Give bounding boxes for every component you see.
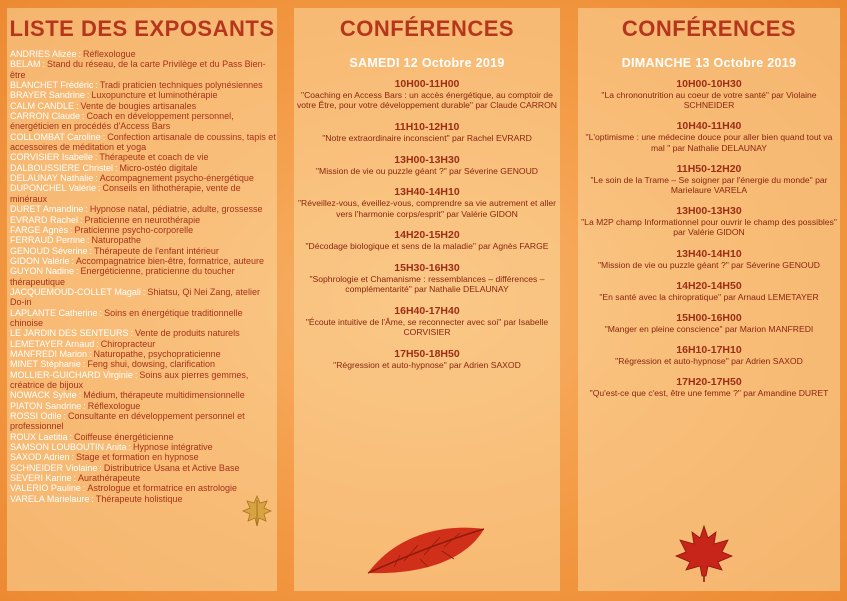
conference-title: "Coaching en Access Bars : un accès énergétique, au comptoir de votre Être, pour votre développement durable" par Claude CARRON — [296, 90, 558, 111]
exhibitor-activity: Soins aux pierres gemmes, créatrice de bijoux — [10, 369, 249, 390]
exhibitor-name: DALBOUSSIERE Christel — [10, 162, 114, 173]
exhibitor-row — [10, 152, 276, 162]
separator: : — [134, 369, 138, 380]
conference-title: "En santé avec la chiropratique" par Arnaud LEMETAYER — [599, 291, 819, 302]
exhibitor-name: BLANCHET Frédéric — [10, 80, 94, 91]
exhibitor-activity: Stand du réseau, de la carte Privilège et du Pass Bien-être — [10, 59, 266, 80]
separator: : — [82, 483, 86, 494]
exhibitor-activity: Médium, thérapeute multidimensionnelle — [83, 390, 245, 401]
separator: : — [130, 328, 134, 339]
exhibitor-name: MOLLIER-GUICHARD Virginie — [10, 369, 133, 380]
exhibitor-activity: Réflexologue — [87, 400, 141, 411]
exhibitor-activity: Réflexologue — [83, 49, 136, 59]
conference-time: 10H00-10H30 — [676, 78, 742, 90]
saturday-talks — [294, 78, 560, 370]
separator: : — [128, 442, 132, 453]
exhibitor-activity: Feng shui, dowsing, clarification — [87, 359, 215, 370]
conference-title: "Régression et auto-hypnose" par Adrien SAXOD — [615, 356, 803, 367]
exhibitor-name: CARRON Claude — [10, 111, 81, 122]
exhibitor-row — [10, 308, 276, 329]
exhibitor-row — [10, 473, 276, 483]
exhibitor-row — [10, 483, 276, 493]
conference-time: 14H20-14H50 — [676, 279, 742, 292]
exhibitor-activity: Conseils en lithothérapie, vente de minéraux — [10, 183, 241, 204]
exhibitor-row — [10, 59, 276, 80]
exhibitor-name: NOWACK Sylvie — [10, 390, 77, 401]
conference-item — [578, 205, 840, 237]
exhibitor-name: SCHNEIDER Violaine — [10, 462, 98, 473]
exhibitor-activity: Coiffeuse énergéticienne — [74, 431, 174, 442]
exhibitor-row — [10, 287, 276, 308]
conference-title: "La M2P champ Informationnel pour ouvrir le champ des possibles" par Valérie GIDON — [581, 217, 837, 238]
conference-time: 15H00-16H00 — [676, 312, 742, 325]
exhibitor-activity: Hypnose natal, pédiatrie, adulte, grossesse — [89, 204, 263, 215]
exhibitor-activity: Naturopathe — [91, 235, 142, 246]
exhibitor-name: MANFREDI Marion — [10, 348, 88, 359]
exhibitor-activity: Soins en énergétique traditionnelle chinoise — [10, 307, 243, 328]
exhibitor-name: MINET Stéphanie — [10, 359, 81, 370]
exhibitor-row — [10, 215, 276, 225]
exhibitor-name: GIDON Valérie — [10, 255, 70, 266]
conference-item — [294, 305, 560, 337]
conference-time: 16H40-17H40 — [394, 304, 460, 317]
separator: : — [95, 173, 98, 184]
exhibitor-row — [10, 442, 276, 452]
exhibitor-activity: Confection artisanale de coussins, tapis et accessoires de méditation et yoga — [10, 131, 276, 153]
separator: : — [76, 266, 79, 277]
conference-item — [294, 348, 560, 370]
sunday-talks — [578, 78, 840, 399]
separator: : — [85, 204, 88, 215]
exhibitors-list — [10, 49, 276, 504]
exhibitor-name: EVRARD Rachel — [10, 214, 79, 225]
exhibitor-activity: Shiatsu, Qi Nei Zang, atelier Do-in — [10, 286, 260, 308]
exhibitor-row — [10, 359, 276, 369]
exhibitor-name: LAPLANTE Catherine — [10, 307, 98, 318]
exhibitor-row — [10, 173, 276, 183]
separator: : — [102, 131, 106, 142]
separator: : — [142, 286, 146, 297]
exhibitor-row — [10, 452, 276, 462]
exhibitor-row — [10, 390, 276, 400]
conference-time: 15H30-16H30 — [394, 261, 460, 274]
separator: : — [96, 338, 99, 349]
conference-item — [578, 376, 840, 398]
exhibitor-name: CORVISIER Isabelle — [10, 152, 93, 163]
exhibitor-name: ROSSI Odile — [10, 411, 62, 422]
conference-item — [578, 280, 840, 302]
separator: : — [69, 431, 73, 442]
conference-item — [294, 186, 560, 218]
exhibitor-name: BELAM — [10, 59, 41, 70]
exhibitor-name: SAMSON LOUBOUTIN Anita — [10, 442, 127, 453]
exhibitor-row — [10, 225, 276, 235]
exhibitor-row — [10, 266, 276, 287]
separator: : — [73, 473, 77, 484]
exhibitor-activity: Chiropracteur — [100, 338, 156, 349]
conference-item — [578, 312, 840, 334]
exhibitor-name: LEMETAYER Arnaud — [10, 338, 95, 349]
separator: : — [42, 59, 46, 70]
exhibitor-activity: Thérapeute et coach de vie — [99, 152, 209, 163]
conference-title: "Mission de vie ou puzzle géant ?" par Séverine GENOUD — [315, 165, 538, 176]
conference-time: 13H00-13H30 — [676, 205, 742, 218]
separator: : — [115, 162, 118, 173]
exhibitor-row — [10, 80, 276, 90]
exhibitor-activity: Tradi praticien techniques polynésiennes — [99, 80, 263, 91]
exhibitor-activity: Hypnose intégrative — [133, 442, 213, 453]
conference-title: "Décodage biologique et sens de la maladie" par Agnès FARGE — [305, 241, 549, 252]
exhibitor-activity: Luxopuncture et luminothérapie — [91, 90, 218, 101]
exhibitor-row — [10, 204, 276, 214]
exhibitor-row — [10, 256, 276, 266]
conference-time: 10H40-11H40 — [676, 120, 742, 133]
exhibitor-row — [10, 111, 276, 132]
conference-title: "Manger en pleine conscience" par Marion MANFREDI — [604, 324, 814, 335]
conference-title: "Sophrologie et Chamanisme : ressemblances – différences – complémentarité" par Nathalie DELAUNAY — [309, 273, 545, 295]
separator: : — [78, 390, 82, 401]
conference-time: 13H40-14H10 — [394, 186, 460, 199]
sunday-panel — [578, 8, 840, 591]
exhibitor-row — [10, 183, 276, 204]
exhibitor-name: LE JARDIN DES SENTEURS — [10, 328, 129, 339]
separator: : — [83, 400, 86, 411]
exhibitor-row — [10, 339, 276, 349]
exhibitor-activity: Thérapeute de l'enfant intérieur — [94, 245, 219, 256]
conference-item — [578, 248, 840, 270]
exhibitor-activity: Praticienne psycho-corporelle — [74, 224, 194, 235]
conference-time: 10H00-11H00 — [394, 78, 460, 90]
conference-item — [578, 344, 840, 366]
maple-leaf-icon — [674, 524, 734, 582]
conference-title: "Régression et auto-hypnose" par Adrien SAXOD — [333, 359, 521, 370]
conference-item — [294, 121, 560, 143]
separator: : — [87, 235, 90, 246]
exhibitor-name: VARELA Marielaure — [10, 493, 90, 504]
red-leaf-icon — [364, 523, 490, 579]
conference-item — [578, 78, 840, 110]
exhibitor-name: GUYON Nadine — [10, 266, 75, 277]
exhibitor-name: PIATON Sandrine — [10, 400, 82, 411]
exhibitor-activity: Accompagnatrice bien-être, formatrice, auteure — [75, 255, 264, 266]
sunday-day: DIMANCHE 13 Octobre 2019 — [621, 56, 797, 70]
exhibitors-title: LISTE DES EXPOSANTS — [9, 16, 275, 41]
exhibitor-row — [10, 163, 276, 173]
exhibitor-activity: Astrologue et formatrice en astrologie — [87, 483, 237, 494]
exhibitor-name: JACQUEMOUD-COLLET Magali — [10, 286, 141, 297]
conference-time: 17H20-17H50 — [676, 376, 742, 389]
conference-title: "Le soin de la Trame – Se soigner par l'énergie du monde" par Marielaure VARELA — [590, 174, 828, 196]
exhibitor-activity: Stage et formation en hypnose — [76, 452, 199, 463]
conference-title: "Écoute intuitive de l'Âme, se reconnecter avec soi" par Isabelle CORVISIER — [305, 316, 549, 338]
exhibitor-activity: Vente de produits naturels — [135, 328, 240, 339]
exhibitor-row — [10, 101, 276, 111]
conference-item — [294, 229, 560, 251]
exhibitor-activity: Vente de bougies artisanales — [80, 100, 197, 111]
exhibitor-row — [10, 246, 276, 256]
separator: : — [99, 307, 103, 318]
exhibitor-row — [10, 132, 276, 153]
exhibitor-name: GENOUD Séverine — [10, 245, 88, 256]
separator: : — [89, 348, 92, 359]
exhibitor-activity: Praticienne en neurothérapie — [84, 214, 201, 225]
exhibitor-activity: Naturopathe, psychopraticienne — [93, 348, 221, 359]
conference-title: "L'optimisme : une médecine douce pour aller bien quand tout va mal " par Nathalie DELAUNAY — [585, 132, 833, 153]
exhibitor-name: VALERIO Pauline — [10, 483, 81, 494]
exhibitor-name: ROUX Laetitia — [10, 431, 68, 442]
exhibitor-row — [10, 432, 276, 442]
conference-item — [294, 262, 560, 294]
conference-time: 13H40-14H10 — [676, 247, 742, 260]
exhibitor-row — [10, 411, 276, 432]
conference-time: 11H50-12H20 — [676, 162, 742, 175]
conference-title: "Mission de vie ou puzzle géant ?" par Séverine GENOUD — [597, 259, 820, 270]
exhibitor-activity: Micro-ostéo digitale — [119, 162, 198, 173]
autumn-leaf-icon — [241, 494, 273, 528]
separator: : — [63, 411, 67, 422]
exhibitor-activity: Distributrice Usana et Active Base — [103, 462, 240, 473]
exhibitor-row — [10, 235, 276, 245]
conference-time: 14H20-15H20 — [394, 229, 460, 242]
separator: : — [80, 214, 83, 225]
exhibitor-name: DURET Amandine — [10, 204, 84, 215]
conference-item — [294, 78, 560, 110]
exhibitor-name: DUPONCHEL Valérie — [10, 183, 97, 194]
exhibitor-activity: Thérapeute holistique — [95, 493, 183, 504]
conference-title: "Notre extraordinaire inconscient" par Rachel EVRARD — [322, 132, 532, 143]
exhibitor-row — [10, 463, 276, 473]
exhibitor-activity: Energéticienne, praticienne du toucher thérapeutique — [10, 266, 235, 287]
exhibitor-row — [10, 90, 276, 100]
exhibitor-name: COLLOMBAT Caroline — [10, 131, 101, 142]
exhibitor-name: FERRAUD Perrine — [10, 235, 86, 246]
exhibitor-name: ANDRIES Alizée — [10, 49, 77, 59]
exhibitor-name: SEVERI Karine — [10, 473, 72, 484]
separator: : — [78, 49, 82, 59]
separator: : — [82, 111, 85, 122]
exhibitor-row — [10, 49, 276, 59]
separator: : — [91, 493, 94, 504]
exhibitors-panel — [7, 8, 277, 591]
separator: : — [95, 80, 98, 91]
separator: : — [70, 224, 73, 235]
exhibitor-name: FARGE Agnès — [10, 224, 69, 235]
exhibitor-activity: Aurathérapeute — [78, 473, 141, 484]
exhibitor-activity: Accompagnement psycho-énergétique — [99, 173, 254, 184]
conference-item — [578, 163, 840, 195]
conference-title: "La chrononutrition au coeur de votre santé" par Violaine SCHNEIDER — [601, 90, 817, 111]
separator: : — [71, 255, 74, 266]
sunday-title: CONFÉRENCES — [621, 16, 797, 41]
conference-time: 17H50-18H50 — [394, 347, 460, 360]
exhibitor-row — [10, 349, 276, 359]
separator: : — [86, 90, 90, 101]
conference-title: "Qu'est-ce que c'est, être une femme ?" par Amandine DURET — [589, 388, 829, 399]
exhibitor-activity: Coach en développement personnel, énergéticien en procédés d'Access Bars — [10, 111, 234, 132]
exhibitor-name: CALM CANDLE — [10, 100, 75, 111]
conference-time: 13H00-13H30 — [394, 153, 460, 166]
exhibitor-activity: Consultante en développement personnel et professionnel — [10, 411, 245, 432]
saturday-title: CONFÉRENCES — [339, 16, 515, 41]
conference-title: "Réveillez-vous, éveillez-vous, comprendre sa vie autrement et aller vers l'harmonie corps/esprit" par Valérie GIDON — [297, 198, 557, 219]
conference-time: 11H10-12H10 — [394, 120, 460, 133]
separator: : — [94, 152, 98, 163]
exhibitor-name: BRAYER Sandrine — [10, 90, 85, 101]
exhibitor-name: SAXOD Adrien — [10, 452, 70, 463]
separator: : — [98, 183, 101, 194]
separator: : — [99, 462, 102, 473]
exhibitor-row — [10, 328, 276, 338]
separator: : — [89, 245, 93, 256]
conference-time: 16H10-17H10 — [676, 344, 742, 357]
exhibitor-name: DELAUNAY Nathalie — [10, 173, 94, 184]
exhibitor-row — [10, 494, 276, 504]
separator: : — [76, 100, 79, 111]
exhibitor-row — [10, 401, 276, 411]
separator: : — [82, 359, 86, 370]
saturday-panel — [294, 8, 560, 591]
conference-item — [294, 154, 560, 176]
exhibitor-row — [10, 370, 276, 391]
conference-item — [578, 120, 840, 152]
separator: : — [71, 452, 75, 463]
saturday-day: SAMEDI 12 Octobre 2019 — [349, 56, 505, 70]
